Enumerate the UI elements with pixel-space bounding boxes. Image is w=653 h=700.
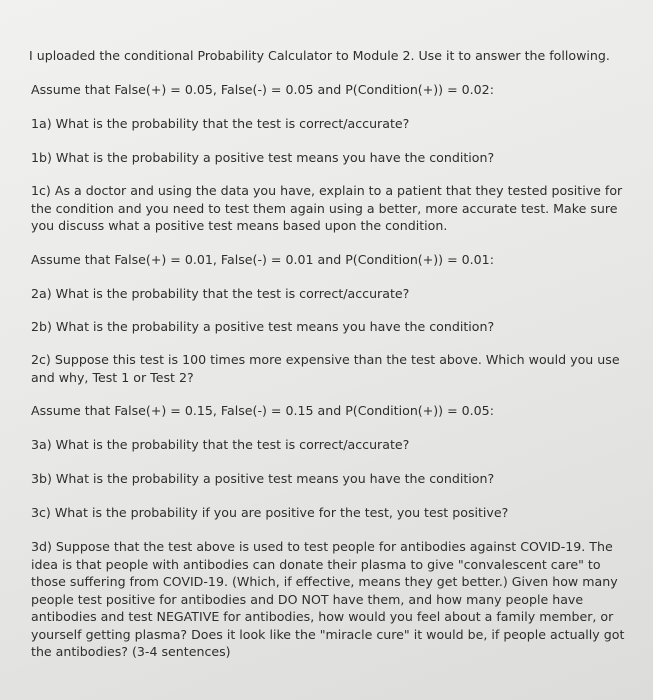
question-3b: 3b) What is the probability a positive test means you have the condition? <box>31 471 495 486</box>
question-1c: 1c) As a doctor and using the data you have, explain to a patient that they tested positive for the condition and you need to test them again using a better, more accurate test. Make sure you discuss what a positive test means based upon the condition. <box>31 183 623 233</box>
set1-assumption: Assume that False(+) = 0.05, False(-) = 0.05 and P(Condition(+)) = 0.02: <box>31 82 494 97</box>
question-1a: 1a) What is the probability that the test is correct/accurate? <box>31 116 410 131</box>
question-1b: 1b) What is the probability a positive test means you have the condition? <box>31 150 495 165</box>
question-3d: 3d) Suppose that the test above is used to test people for antibodies against COVID-19. The idea is that people with antibodies can donate their plasma to give "convalescent care" to those suffering from COVID-19. (Which, if effective, means they get better.) Given how many people test positive for antibodies and DO NOT have them, and how many people have antibodies and test NEGATIVE for antibodies, how would you feel about a family member, or yourself getting plasma? Does it look like the "miracle cure" it would be, if people actually got the antibodies? (3-4 sentences) <box>31 539 625 659</box>
question-2b: 2b) What is the probability a positive test means you have the condition? <box>31 319 495 334</box>
question-2a: 2a) What is the probability that the test is correct/accurate? <box>31 286 410 301</box>
set3-assumption: Assume that False(+) = 0.15, False(-) = 0.15 and P(Condition(+)) = 0.05: <box>31 403 494 418</box>
question-3c: 3c) What is the probability if you are positive for the test, you test positive? <box>31 505 509 520</box>
intro-text: I uploaded the conditional Probability Calculator to Module 2. Use it to answer the following. <box>29 48 610 63</box>
question-3a: 3a) What is the probability that the test is correct/accurate? <box>31 437 410 452</box>
question-2c: 2c) Suppose this test is 100 times more expensive than the test above. Which would you use and why, Test 1 or Test 2? <box>31 352 620 385</box>
set2-assumption: Assume that False(+) = 0.01, False(-) = 0.01 and P(Condition(+)) = 0.01: <box>31 252 494 267</box>
